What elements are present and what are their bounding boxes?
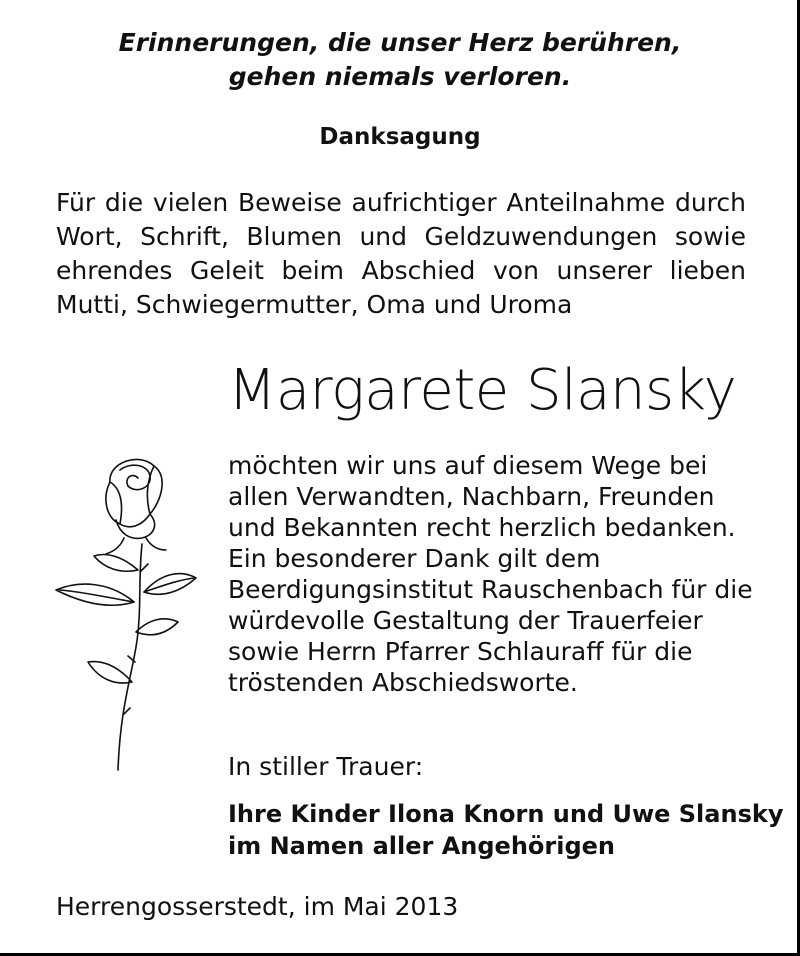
thanks-line: und Bekannten recht herzlich bedanken.: [228, 513, 736, 542]
thanks-line: würdevolle Gestaltung der Trauerfeier: [228, 606, 703, 635]
signers-line-2: im Namen aller Angehörigen: [228, 832, 616, 860]
thanks-text: [228, 450, 758, 698]
heading: Danksagung: [319, 124, 481, 150]
thanks-line: Ein besonderer Dank gilt dem: [228, 544, 601, 573]
rose-icon: [50, 452, 200, 772]
thanks-line: sowie Herrn Pfarrer Schlauraff für die: [228, 637, 693, 666]
intro-text: Für die vielen Beweise aufrichtiger Anteilnahme durch Wort, Schrift, Blumen und Geldzuwendungen sowie ehrendes Geleit beim Abschied von unserer lieben Mutti, Schwiegermutter, Oma und Uroma: [56, 188, 746, 319]
motto: [0, 26, 800, 94]
motto-line-1: Erinnerungen, die unser Herz berühren,: [118, 28, 682, 57]
thanks-line: tröstenden Abschiedsworte.: [228, 668, 578, 697]
thanks-line: Beerdigungsinstitut Rauschenbach für die: [228, 575, 753, 604]
thanks-line: möchten wir uns auf diesem Wege bei: [228, 451, 708, 480]
mourning-label: In stiller Trauer:: [228, 752, 424, 781]
deceased-name: Margarete Slansky: [228, 358, 737, 423]
signers: [228, 798, 783, 862]
signers-line-1: Ihre Kinder Ilona Knorn und Uwe Slansky: [228, 800, 784, 828]
place-date: Herrengosserstedt, im Mai 2013: [56, 892, 459, 921]
thanks-line: allen Verwandten, Nachbarn, Freunden: [228, 482, 715, 511]
motto-line-2: gehen niemals verloren.: [228, 62, 572, 91]
